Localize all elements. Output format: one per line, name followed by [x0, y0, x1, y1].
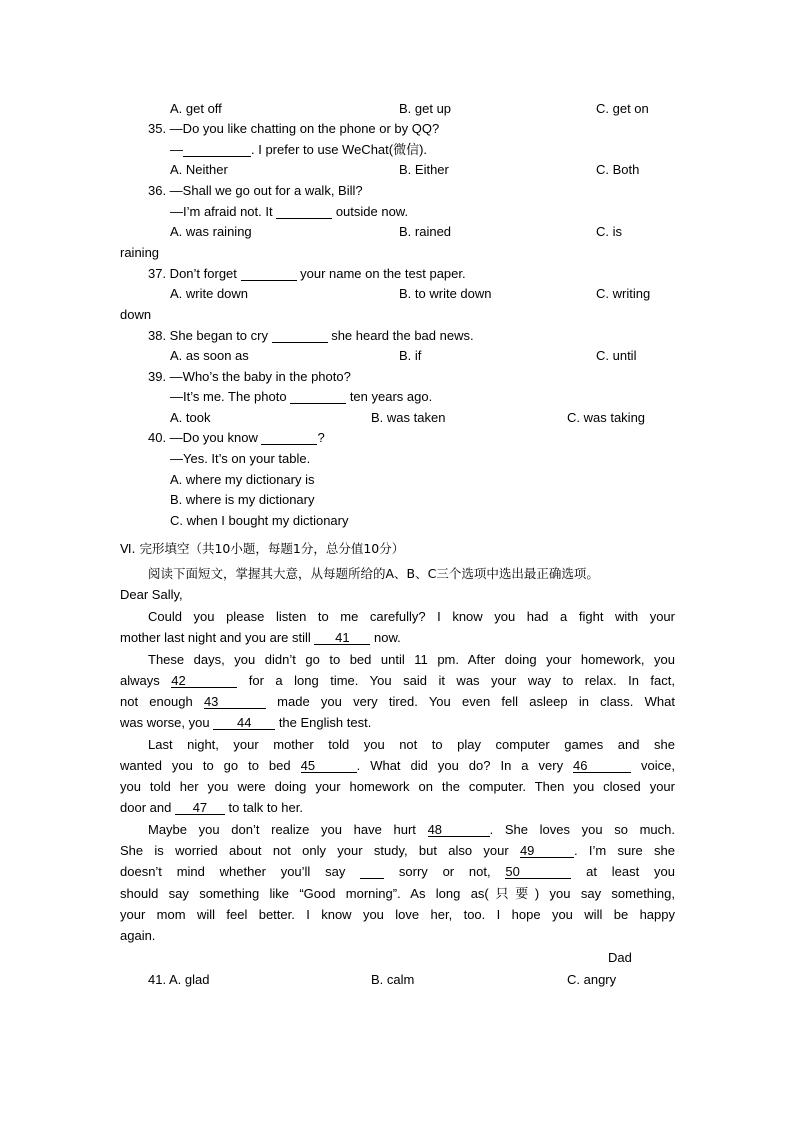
text-segment: for a long time. You said it was your way to relax. In fact, [237, 673, 675, 688]
text-line [120, 307, 151, 323]
text-segment: your mom will feel better. I know you love her, too. I hope you will be happy [120, 907, 675, 922]
answer-option: C. get on [596, 101, 649, 116]
answer-option: A. was raining [170, 224, 252, 239]
text-line [120, 587, 183, 603]
text-segment: ten years ago. [346, 389, 433, 404]
text-line [148, 430, 325, 446]
text-segment: door and [120, 800, 175, 815]
text-segment: —Yes. It’s on your table. [170, 451, 311, 466]
text-segment: 39. —Who’s the baby in the photo? [148, 369, 351, 384]
answer-blank: 41 [314, 631, 370, 645]
answer-option: B. calm [371, 972, 415, 987]
answer-option: C. until [596, 348, 637, 363]
answer-option: B. was taken [371, 410, 446, 425]
text-line [120, 928, 155, 944]
answer-blank [360, 865, 384, 879]
text-segment: . What did you do? In a very [356, 758, 574, 773]
text-segment: Last night, your mother told you not to play computer games and she [148, 737, 675, 752]
text-segment: doesn’t mind whether you’ll say [120, 864, 361, 879]
text-segment: 37. Don’t forget [148, 266, 241, 281]
text-segment: Maybe you don’t realize you have hurt [148, 822, 428, 837]
text-segment: B. where is my dictionary [170, 492, 315, 507]
answer-blank: 48 [428, 823, 490, 837]
text-line [170, 451, 310, 467]
text-line [148, 369, 351, 385]
text-line [170, 142, 427, 158]
answer-option: A. took [170, 410, 211, 425]
answer-option: B. rained [399, 224, 452, 239]
text-line [120, 843, 675, 859]
answer-blank: 47 [175, 801, 225, 815]
text-segment: always [120, 673, 172, 688]
text-segment: wanted you to go to bed [120, 758, 301, 773]
text-segment: mother last night and you are still [120, 630, 315, 645]
text-line [120, 630, 401, 646]
text-segment: . I’m sure she [573, 843, 675, 858]
answer-blank: 46 [573, 759, 631, 773]
answer-blank: 44 [213, 716, 275, 730]
text-segment: again. [120, 928, 156, 943]
text-line [148, 121, 439, 137]
text-segment: 35. —Do you like chatting on the phone or by QQ? [148, 121, 440, 136]
text-segment: raining [120, 245, 160, 260]
answer-option: A. as soon as [170, 348, 249, 363]
text-line [608, 950, 632, 966]
text-segment: at least you [571, 864, 675, 879]
text-segment: —It’s me. The photo [170, 389, 291, 404]
text-segment: now. [370, 630, 401, 645]
text-line [120, 758, 675, 774]
text-segment: . She loves you so much. [489, 822, 675, 837]
answer-option: B. Either [399, 162, 449, 177]
text-segment: 36. —Shall we go out for a walk, Bill? [148, 183, 363, 198]
text-segment: was worse, you [120, 715, 214, 730]
answer-blank [272, 329, 328, 343]
text-segment: Dear Sally, [120, 587, 183, 602]
text-line [120, 541, 404, 557]
answer-option: C. writing [596, 286, 651, 301]
text-line [120, 673, 675, 689]
text-line [170, 513, 348, 529]
text-segment: not enough [120, 694, 204, 709]
text-segment: your name on the test paper. [296, 266, 466, 281]
text-line [148, 328, 474, 344]
answer-blank: 42 [171, 674, 237, 688]
text-segment: voice, [631, 758, 675, 773]
text-segment: A. where my dictionary is [170, 472, 315, 487]
answer-blank [276, 205, 332, 219]
text-segment: she heard the bad news. [327, 328, 474, 343]
text-line [120, 800, 303, 816]
text-line [120, 779, 675, 795]
text-segment: . I prefer to use WeChat(微信). [251, 142, 428, 157]
answer-option: A. get off [170, 101, 222, 116]
text-segment: down [120, 307, 152, 322]
text-segment: 40. —Do you know [148, 430, 262, 445]
text-segment: Could you please listen to me carefully? I know you had a fight with your [148, 609, 675, 624]
answer-option: 41. A. glad [148, 972, 210, 987]
text-segment: to talk to her. [224, 800, 303, 815]
text-line [170, 492, 315, 508]
text-segment: Ⅵ. 完形填空（共10小题，每题1分，总分值10分） [120, 541, 405, 556]
text-line [120, 907, 675, 923]
answer-blank [183, 143, 251, 157]
answer-option: B. to write down [399, 286, 492, 301]
answer-blank: 49 [520, 844, 574, 858]
text-segment: These days, you didn’t go to bed until 11 pm. After doing your homework, you [148, 652, 675, 667]
answer-blank [290, 390, 346, 404]
answer-option: B. if [399, 348, 422, 363]
text-segment: She is worried about not only your study, but also your [120, 843, 520, 858]
answer-blank: 50 [505, 865, 571, 879]
text-segment: made you very tired. You even fell asleep in class. What [265, 694, 675, 709]
text-segment: —I’m afraid not. It [170, 204, 277, 219]
text-line [148, 566, 599, 582]
answer-option: A. Neither [170, 162, 228, 177]
text-line [120, 822, 675, 838]
text-segment: should say something like “Good morning”. As long as(只要) you say something, [120, 886, 675, 901]
text-line [120, 652, 675, 668]
text-line [148, 183, 363, 199]
text-line [120, 245, 159, 261]
text-segment: you told her you were doing your homework on the computer. Then you closed your [120, 779, 675, 794]
text-line [170, 204, 408, 220]
text-segment: 阅读下面短文，掌握其大意，从每题所给的A、B、C三个选项中选出最正确选项。 [148, 566, 599, 581]
text-line [120, 694, 675, 710]
answer-option: A. write down [170, 286, 249, 301]
text-segment: 38. She began to cry [148, 328, 272, 343]
text-line [120, 886, 675, 902]
text-line [120, 609, 675, 625]
answer-blank: 45 [301, 759, 357, 773]
answer-option: C. Both [596, 162, 640, 177]
text-line [120, 864, 675, 880]
text-line [120, 737, 675, 753]
answer-option: C. is [596, 224, 622, 239]
text-segment: outside now. [332, 204, 409, 219]
text-segment: ? [317, 430, 325, 445]
answer-option: B. get up [399, 101, 452, 116]
answer-blank [261, 431, 317, 445]
text-line [120, 715, 371, 731]
answer-blank: 43 [204, 695, 266, 709]
text-segment: the English test. [275, 715, 372, 730]
text-line [170, 389, 432, 405]
text-segment: Dad [608, 950, 632, 965]
answer-option: C. was taking [567, 410, 646, 425]
text-segment: C. when I bought my dictionary [170, 513, 349, 528]
text-segment: sorry or not, [384, 864, 506, 879]
answer-blank [241, 267, 297, 281]
text-line [148, 266, 466, 282]
answer-option: C. angry [567, 972, 617, 987]
text-line [170, 472, 315, 488]
text-segment: — [170, 142, 183, 157]
